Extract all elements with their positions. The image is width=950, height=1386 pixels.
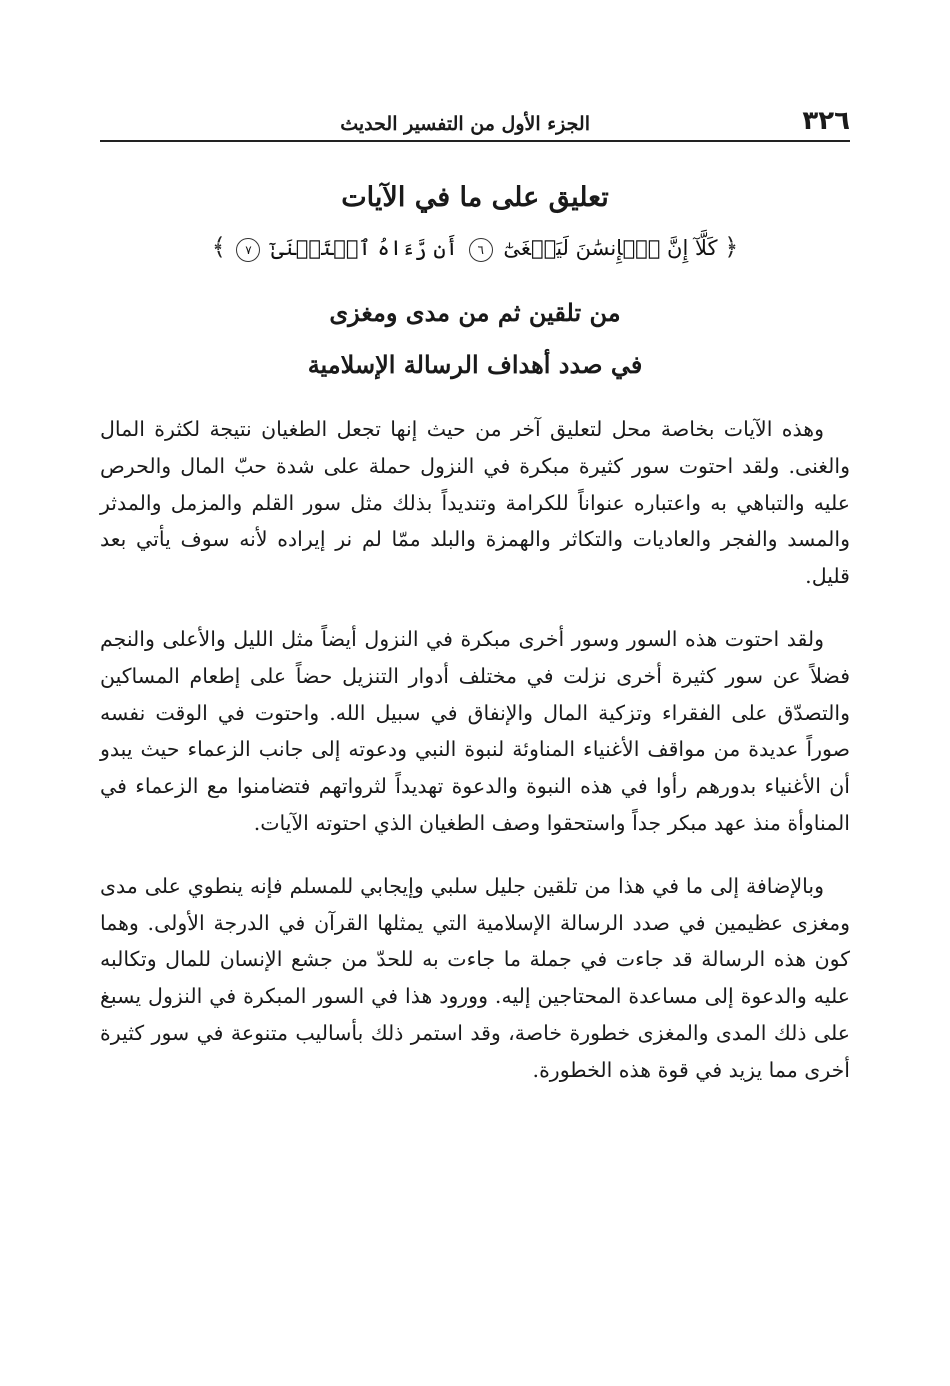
verse-close-bracket: ﴾ — [211, 233, 226, 261]
running-header — [100, 100, 850, 142]
page-number: ٣٢٦ — [802, 106, 850, 136]
subtitle-line-1: من تلقين ثم من مدى ومغزى — [329, 298, 621, 327]
paragraph: وبالإضافة إلى ما في هذا من تلقين جليل سلبي وإيجابي للمسلم فإنه ينطوي على مدى ومغزى عظيمين في صدد الرسالة الإسلامية التي يمثلها القرآن في الدرجة الأولى. وهما كون هذه الرسالة قد جاءت في جملة ما جاءت به للحدّ من جشع الإنسان للمال وتكالبه عليه والدعوة إلى مساعدة المحتاجين إليه. وورود هذا في السور المبكرة في النزول يسبغ على ذلك المدى والمغزى خطورة خاصة، وقد استمر ذلك بأساليب متنوعة في سور كثيرة أخرى مما يزيد في قوة هذه الخطورة. — [100, 873, 850, 1082]
ayah-number-marker: ٦ — [469, 238, 493, 262]
body-text — [100, 411, 850, 1089]
subtitle-line-2: في صدد أهداف الرسالة الإسلامية — [307, 350, 643, 379]
book-page — [100, 100, 850, 1115]
verse-text-part2: أَن رَّءَاهُ ٱسۡتَغۡنَىٰٓ — [271, 236, 458, 260]
verse-text-part1: كَلَّآ إِنَّ ٱلۡإِنسَٰنَ لَيَطۡغَىٰٓ — [503, 236, 718, 260]
section-title: تعليق على ما في الآيات — [341, 182, 609, 213]
paragraph: ولقد احتوت هذه السور وسور أخرى مبكرة في النزول أيضاً مثل الليل والأعلى والنجم فضلاً عن سور كثيرة أخرى نزلت في مختلف أدوار التنزيل حضاً على إطعام المساكين والتصدّق على الفقراء وتزكية المال والإنفاق في سبيل الله. واحتوت في الوقت نفسه صوراً عديدة من مواقف الأغنياء المناوئة لنبوة النبي ودعوته إلى جانب الزعماء حيث يبدو أن الأغنياء بدورهم رأوا في هذه النبوة والدعوة تهديداً لثرواتهم فتضامنوا مع الزعماء في المناوأة منذ عهد مبكر جداً واستحقوا وصف الطغيان الذي احتوته الآيات. — [100, 626, 850, 835]
paragraph: وهذه الآيات بخاصة محل لتعليق آخر من حيث إنها تجعل الطغيان نتيجة لكثرة المال والغنى. ولقد احتوت سور كثيرة مبكرة في النزول حملة على شدة حبّ المال والحرص عليه والتباهي به واعتباره عنواناً للكرامة وتنديداً بذلك مثل سور القلم والمزمل والمدثر والمسد والفجر والعاديات والتكاثر والهمزة والبلد ممّا لم نر إيراده لأنه سوف يأتي بعد قليل. — [100, 417, 850, 589]
quran-verse — [100, 230, 850, 265]
verse-open-bracket: ﴿ — [724, 233, 739, 261]
book-title: الجزء الأول من التفسير الحديث — [340, 113, 590, 135]
ayah-number-marker: ٧ — [236, 238, 260, 262]
